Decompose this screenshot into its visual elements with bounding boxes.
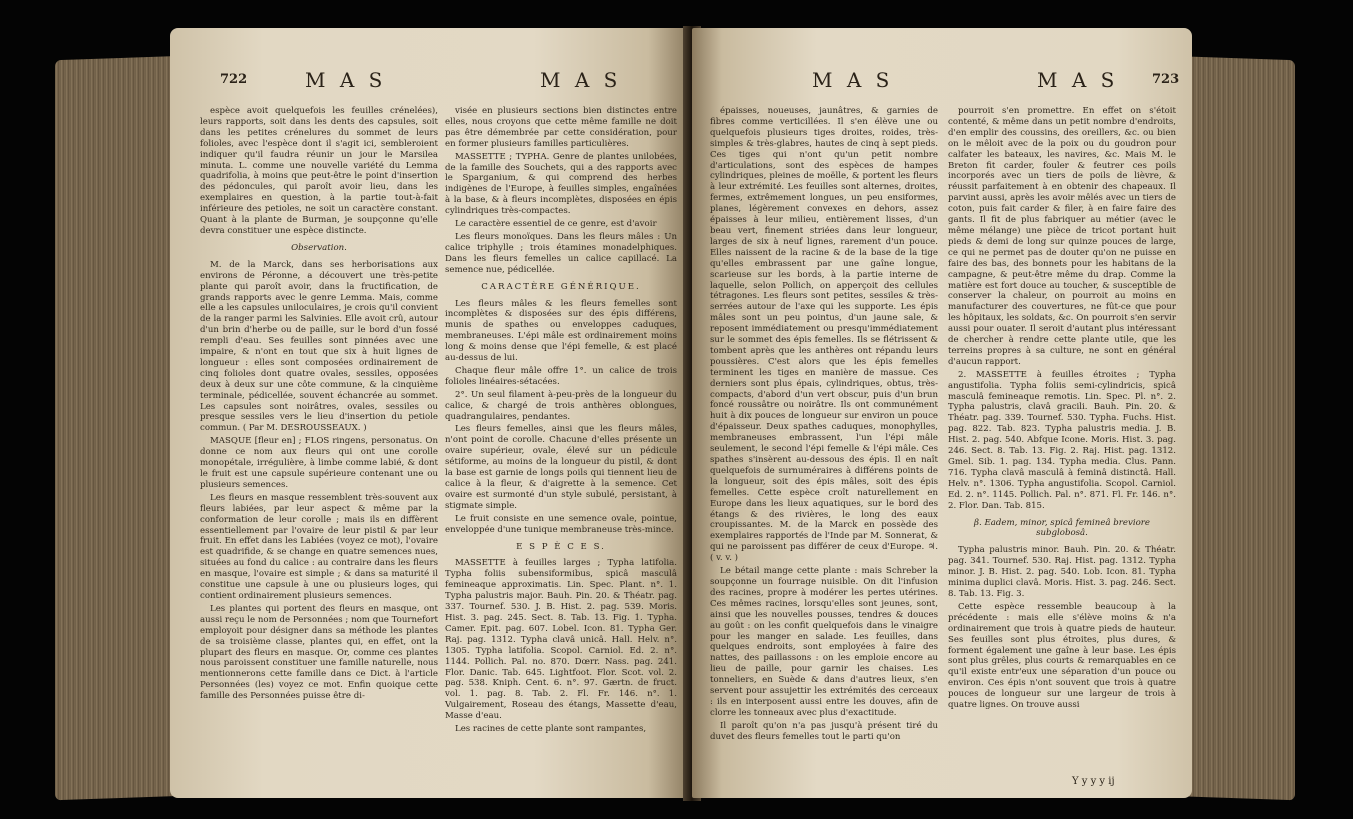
running-head-left: M A S: [305, 68, 387, 92]
paragraph: M. de la Marck, dans ses herborisations aux environs de Péronne, a découvert une très-petite plante qui paroît avoir, dans la fructification, de grands rapports avec le genre Lemma. Mais, comme elle a les capsules uniloculaires, je crois qu'il convient de la ranger parmi les Salvinies. Elle avoit crû, autour d'un brin d'herbe ou de paille, sur le bord d'un fossé rempli d'eau. Ses feuilles sont pinnées avec une impaire, & n'ont en tout que six à huit lignes de longueur : elles sont composées ordinairement de cinq folioles dont quatre ovales, sessiles, opposées deux à deux sur une côte commune, & la cinquième terminale, pédicellée, souvent échancrée au sommet. Les capsules sont noirâtres, ovales, sessiles ou presque sessiles vers le lieu d'insertion du petiole commun. ( Par M. DESROUSSEAUX. ): [200, 259, 438, 434]
running-head-right-col2: M A S: [1037, 68, 1119, 92]
paragraph: Typha palustris minor. Bauh. Pin. 20. & Théatr. pag. 341. Tournef. 530. Raj. Hist. pag. 1312. Typha minor. J. B. Hist. 2. pag. 540. Lob. Icon. 81. Typha minima duplici clavâ. Moris. Hist. 3. pag. 246. Sect. 8. Tab. 13. Fig. 3.: [948, 545, 1176, 599]
paragraph: Les fleurs monoïques. Dans les fleurs mâles : Un calice triphylle ; trois étamines monadelphiques. Dans les fleurs femelles un calice capillacé. La semence nue, pédicellée.: [445, 231, 677, 275]
paragraph: Le fruit consiste en une semence ovale, pointue, enveloppée d'une tunique membraneuse très-mince.: [445, 513, 677, 535]
left-page-edges: [55, 56, 185, 801]
paragraph: MASSETTE ; TYPHA. Genre de plantes unilobées, de la famille des Souchets, qui a des rapports avec le Sparganium, & qui comprend des herbes indigènes de l'Europe, à feuilles simples, engaînées à la base, & à fleurs incomplètes, disposées en épis cylindriques très-compactes.: [445, 151, 677, 217]
section-heading: CARACTÈRE GÉNÉRIQUE.: [481, 281, 641, 292]
paragraph: Le caractère essentiel de ce genre, est d'avoir: [455, 219, 657, 230]
paragraph: Les plantes qui portent des fleurs en masque, ont aussi reçu le nom de Personnées ; nom que Tournefort employoit pour désigner dans sa méthode les plantes de sa troisième classe, plantes qui, en effet, ont la plupart des fleurs en masque. Or, comme ces plantes nous paroissent constituer une famille naturelle, nous mentionnerons cette famille dans ce Dict. à l'article Personnées (les) voyez ce mot. Enfin quoique cette famille des Personnées puisse être di-: [200, 603, 438, 702]
paragraph: visée en plusieurs sections bien distinctes entre elles, nous croyons que cette même famille ne doit pas être démembrée par cette considération, pour en former plusieurs familles particulières.: [445, 106, 677, 149]
signature-mark: Y y y y ij: [1072, 776, 1115, 787]
right-column-1: [710, 106, 938, 745]
running-head-right: M A S: [812, 68, 894, 92]
paragraph: Cette espèce ressemble beaucoup à la précédente : mais elle s'élève moins & n'a ordinairement que trois à quatre pieds de hauteur. Ses feuilles sont plus étroites, plus dures, & forment également une gaîne à leur base. Les épis sont plus grêles, plus courts & remarquables en ce qu'il existe entr'eux une séparation d'un pouce ou environ. Ces épis n'ont souvent que trois à quatre pouces de longueur sur une largeur de trois à quatre lignes. On trouve aussi: [948, 601, 1176, 711]
paragraph: Les fleurs mâles & les fleurs femelles sont incomplètes & disposées sur des épis différens, munis de spathes ou enveloppes caduques, membraneuses. L'épi mâle est ordinairement moins long & moins dense que l'épi femelle, & est placé au-dessus de lui.: [445, 298, 677, 364]
paragraph: espèce avoit quelquefois les feuilles crénelées), leurs rapports, soit dans les dents des capsules, soit dans les petites crénelures du sommet de leurs folioles, avec l'espèce dont il s'agit ici, sembleroient indiquer qu'il faudra réunir un jour le Marsilea minuta. L. comme une nouvelle variété du Lemma quadrifolia, à moins que peut-être le point d'insertion des pédoncules, qui paroît avoir lieu, dans les exemplaires en question, à la partie tout-à-fait inférieure des petioles, ne soit un caractère constant. Quant à la plante de Burman, je soupçonne qu'elle devra constituer une espèce distincte.: [200, 106, 438, 236]
section-heading: E S P È C E S.: [516, 541, 606, 552]
left-column-1: [200, 106, 438, 704]
page-number-right: 723: [1152, 72, 1180, 87]
section-heading: Observation.: [291, 242, 347, 253]
variety-heading: β. Eadem, minor, spicâ femineâ breviore subglobosâ.: [974, 517, 1150, 539]
paragraph: Les fleurs femelles, ainsi que les fleurs mâles, n'ont point de corolle. Chacune d'elles présente un ovaire supérieur, ovale, élevé sur un pédicule sétiforme, au moins de la longueur du pistil, & dont la base est garnie de longs poils qui tiennent lieu de calice à la fleur, & d'aigrette à la semence. Cet ovaire est surmonté d'un style subulé, persistant, à stigmate simple.: [445, 424, 677, 511]
paragraph: Chaque fleur mâle offre 1°. un calice de trois folioles linéaires-sétacées.: [445, 365, 677, 387]
left-page: [170, 28, 690, 798]
paragraph: Le bétail mange cette plante : mais Schreber la soupçonne un fourrage nuisible. On dit l'infusion des racines, propre à modérer les pertes utérines. Ces mêmes racines, lorsqu'elles sont jeunes, sont, ainsi que les nouvelles pousses, tendres & douces au goût : on les confit quelquefois dans le vinaigre pour les manger en salade. Les feuilles, dans quelques endroits, sont employées à faire des nattes, des paillassons : on les emploie encore au lieu de paille, pour garnir les chaises. Les tonneliers, en Suède & dans d'autres lieux, s'en servent pour assujettir les extrémités des cerceaux : ils en interposent aussi entre les douves, afin de clorre les tonneaux avec plus d'exactitude.: [710, 566, 938, 718]
page-number-left: 722: [220, 72, 248, 87]
paragraph: Les fleurs en masque ressemblent très-souvent aux fleurs labiées, par leur aspect & même par la conformation de leur corolle ; mais ils en diffèrent essentiellement par l'ovaire de leur pistil & par leur fruit. En effet dans les Labiées (voyez ce mot), l'ovaire est quadrifide, & se change en quatre semences nues, situées au fond du calice : au contraire dans les fleurs en masque, l'ovaire est simple ; & dans sa maturité il constitue une capsule à une ou plusieurs loges, qui contient ordinairement plusieurs semences.: [200, 492, 438, 601]
paragraph: épaisses, noueuses, jaunâtres, & garnies de fibres comme verticillées. Il s'en élève une ou quelquefois plusieurs tiges droites, roides, très-simples & très-glabres, hautes de cinq à sept pieds. Ces tiges qui n'ont qu'un petit nombre d'articulations, sont des espèces de hampes cylindriques, pleines de moëlle, & portent les fleurs à leur extrémité. Les feuilles sont alternes, droites, fermes, extrêmement longues, un peu ensiformes, planes, légèrement convexes en dehors, assez épaisses à leur milieu, entièrement lisses, d'un beau vert, finement striées dans leur longueur, larges de six à neuf lignes, rarement d'un pouce. Elles naissent de la racine & de la base de la tige qu'elles embrassent par une gaîne longue, scarieuse sur les bords, à la partie interne de laquelle, selon Pollich, on apperçoit des cellules tétragones. Les fleurs sont petites, sessiles & très-serrées autour de l'axe qui les supporte. Les épis mâles sont un peu pointus, d'un jaune sale, & reposent immédiatement ou presqu'immédiatement sur le sommet des épis femelles. Ils se flétrissent & tombent après que les anthères ont répandu leurs poussières. C'est alors que les épis femelles terminent les tiges en manière de massue. Ces derniers sont plus épais, cylindriques, obtus, très-compacts, d'abord d'un vert obscur, puis d'un brun foncé roussâtre ou noirâtre. Ils ont communément huit à dix pouces de longueur sur environ un pouce d'épaisseur. Deux spathes caduques, monophylles, membraneuses embrassent, l'un l'épi mâle seulement, le second l'épi femelle & l'épi mâle. Ces spathes s'insèrent au-dessous des épis. Il en naît quelquefois de surnuméraires à différens points de la longueur, soit des épis mâles, soit des épis femelles. Cette espèce croît naturellement en Europe dans les lieux aquatiques, sur le bord des étangs & des rivières, le long des eaux croupissantes. M. de la Marck en possède des exemplaires rapportés de l'Inde par M. Sonnerat, & qui ne paroissent pas différer de ceux d'Europe. ♃. ( v. v. ): [710, 106, 938, 564]
left-column-2: [445, 106, 677, 737]
paragraph: Les racines de cette plante sont rampantes,: [455, 724, 647, 735]
paragraph: 2°. Un seul filament à-peu-près de la longueur du calice, & chargé de trois anthères oblongues, quadrangulaires, pendantes.: [445, 389, 677, 422]
running-head-left-col2: M A S: [540, 68, 622, 92]
paragraph: MASSETTE à feuilles larges ; Typha latifolia. Typha foliis subensiformibus, spicâ masculâ femineaque approximatis. Lin. Spec. Plant. n°. 1. Typha palustris major. Bauh. Pin. 20. & Théatr. pag. 337. Tournef. 530. J. B. Hist. 2. pag. 539. Moris. Hist. 3. pag. 245. Sect. 8. Tab. 13. Fig. 1. Typha. Camer. Epit. pag. 607. Lobel. Icon. 81. Typha Ger. Raj. pag. 1312. Typha clavâ unicâ. Hall. Helv. n°. 1305. Typha latifolia. Scopol. Carniol. Ed. 2. n°. 1144. Pollich. Pal. no. 870. Dœrr. Nass. pag. 241. Flor. Danic. Tab. 645. Lightfoot. Flor. Scot. vol. 2. pag. 538. Kniph. Cent. 6. n°. 97. Gærtn. de fruct. vol. 1. pag. 8. Tab. 2. Fl. Fr. 146. n°. 1. Vulgairement, Roseau des étangs, Massette d'eau, Masse d'eau.: [445, 558, 677, 722]
right-page: [692, 28, 1192, 798]
paragraph: Il paroît qu'on n'a pas jusqu'à présent tiré du duvet des fleurs femelles tout le parti qu'on: [710, 720, 938, 742]
paragraph: 2. MASSETTE à feuilles étroites ; Typha angustifolia. Typha foliis semi-cylindricis, spicâ masculâ femineaque remotis. Lin. Spec. Pl. n°. 2. Typha palustris, clavâ gracili. Bauh. Pin. 20. & Théatr. pag. 339. Tournef. 530. Typha. Fuchs. Hist. pag. 822. Tab. 823. Typha palustris media. J. B. Hist. 2. pag. 540. Abfque Icone. Moris. Hist. 3. pag. 246. Sect. 8. Tab. 13. Fig. 2. Raj. Hist. pag. 1312. Gmel. Sib. 1. pag. 134. Typha media. Clus. Pann. 716. Typha clavâ masculâ à feminâ distinctâ. Hall. Helv. n°. 1306. Typha angustifolia. Scopol. Carniol. Ed. 2. n°. 1145. Pollich. Pal. n°. 871. Fl. Fr. 146. n°. 2. Flor. Dan. Tab. 815.: [948, 369, 1176, 511]
paragraph: MASQUE [fleur en] ; FLOS ringens, personatus. On donne ce nom aux fleurs qui ont une corolle monopétale, irrégulière, à limbe comme labié, & dont le fruit est une capsule supérieure contenant une ou plusieurs semences.: [200, 436, 438, 490]
paragraph: pourroit s'en promettre. En effet on s'étoit contenté, & même dans un petit nombre d'endroits, d'en emplir des coussins, des oreillers, &c. ou bien on le mêloit avec de la poix ou du goudron pour calfater les bateaux, les navires, &c. Mais M. le Breton fit carder, fouler & feutrer ces poils incorporés avec un tiers de poils de lièvre, & réussit parfaitement à en obtenir des chapeaux. Il parvint aussi, après les avoir mêlés avec un tiers de coton, puis fait carder & filer, à en faire faire des gants. Il fit de plus fabriquer au métier (avec le même mélange) une pièce de tricot portant huit pieds & demi de long sur quinze pouces de large, ce qui ne permet pas de douter qu'on ne puisse en faire des bas, des bonnets pour les habitans de la campagne, & peut-être même du drap. Comme la matière est fort douce au toucher, & susceptible de conserver la chaleur, on pourroit au moins en manufacturer des couvertures, ne fût-ce que pour les hôpitaux, les soldats, &c. On pourroit s'en servir aussi pour ouater. Il seroit d'autant plus intéressant de chercher à rendre cette plante utile, que les terreins propres à sa culture, ne sont en général d'aucun rapport.: [948, 106, 1176, 367]
right-column-2: [948, 106, 1176, 713]
